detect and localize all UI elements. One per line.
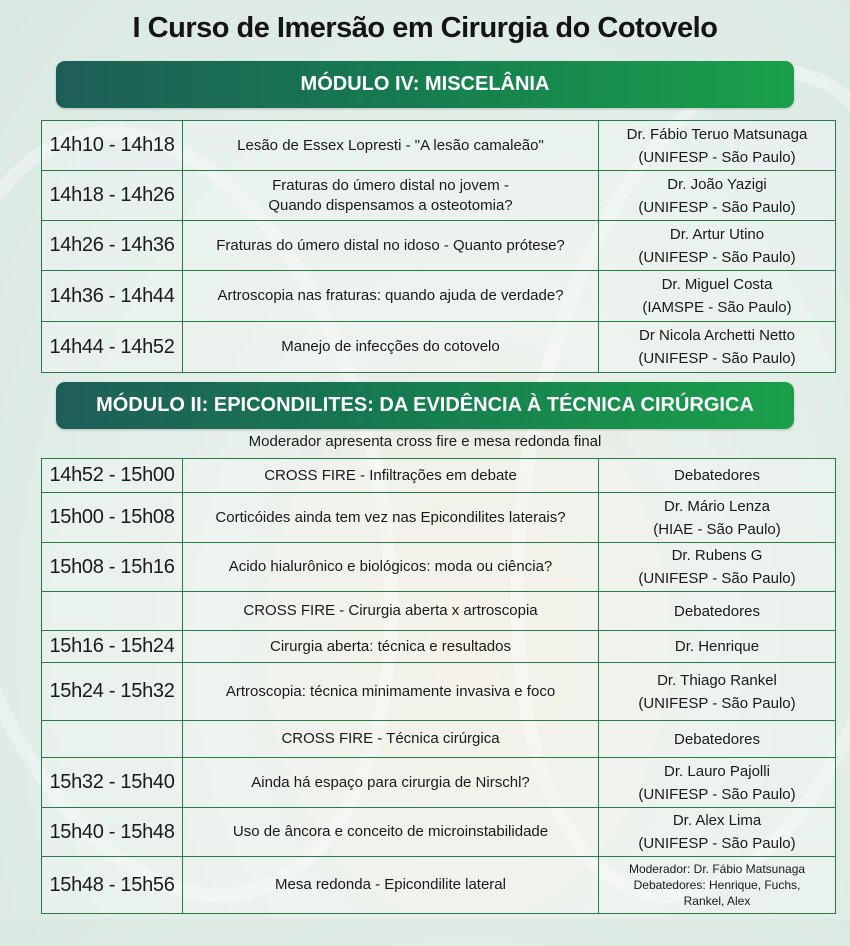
speaker-text: Debatedores	[674, 602, 760, 620]
speaker-cell	[599, 758, 836, 808]
schedule-row	[42, 221, 836, 271]
schedule-row	[42, 592, 836, 631]
topic-text: Fraturas do úmero distal no jovem -	[272, 176, 509, 194]
speaker-cell	[599, 459, 836, 493]
topic-cell	[183, 493, 599, 543]
speaker-cell	[599, 721, 836, 758]
topic-text: Ainda há espaço para cirurgia de Nirschl?	[251, 773, 530, 791]
topic-text: Artroscopia nas fraturas: quando ajuda de verdade?	[217, 287, 564, 304]
speaker-text: (UNIFESP - São Paulo)	[638, 570, 796, 587]
speaker-cell	[599, 493, 836, 543]
topic-text: Quando dispensamos a osteotomia?	[268, 196, 513, 214]
speaker-text: Moderador: Dr. Fábio Matsunaga	[628, 862, 806, 876]
topic-text: Manejo de infecções do cotovelo	[281, 338, 500, 355]
time-slot: 14h44 - 14h52	[42, 322, 183, 373]
speaker-cell	[599, 322, 836, 373]
speaker-text: Debatedores	[674, 467, 760, 484]
schedule-row	[42, 857, 836, 914]
time-slot: 15h00 - 15h08	[42, 493, 183, 543]
speaker-text: (IAMSPE - São Paulo)	[642, 299, 792, 316]
speaker-text: Dr. João Yazigi	[667, 175, 767, 193]
topic-text: Acido hialurônico e biológicos: moda ou ciência?	[228, 558, 553, 575]
speaker-cell	[599, 631, 836, 663]
speaker-cell	[599, 857, 836, 914]
time-slot: 14h36 - 14h44	[42, 271, 183, 322]
speaker-cell	[599, 221, 836, 271]
module-iv-header: MÓDULO IV: MISCELÂNIA	[56, 61, 794, 108]
time-slot	[42, 592, 183, 631]
speaker-text: Dr. Alex Lima	[672, 812, 762, 829]
topic-cell	[183, 592, 599, 631]
topic-cell	[183, 543, 599, 592]
module-iv-schedule-table	[41, 120, 836, 373]
speaker-text: Rankel, Alex	[683, 894, 751, 908]
speaker-text: Dr. Lauro Pajolli	[664, 762, 770, 780]
speaker-text: Dr. Rubens G	[671, 547, 763, 564]
module-ii-schedule-table	[41, 458, 836, 914]
speaker-cell	[599, 592, 836, 631]
time-slot: 14h26 - 14h36	[42, 221, 183, 271]
topic-cell	[183, 171, 599, 221]
speaker-cell	[599, 121, 836, 171]
schedule-row	[42, 758, 836, 808]
speaker-text: (UNIFESP - São Paulo)	[638, 694, 796, 712]
time-slot	[42, 721, 183, 758]
topic-cell	[183, 459, 599, 493]
topic-cell	[183, 631, 599, 663]
topic-text: Lesão de Essex Lopresti - "A lesão camaleão"	[237, 136, 544, 154]
topic-cell	[183, 721, 599, 758]
schedule-row	[42, 459, 836, 493]
speaker-text: (HIAE - São Paulo)	[653, 520, 781, 538]
topic-cell	[183, 271, 599, 322]
schedule-row	[42, 271, 836, 322]
speaker-cell	[599, 543, 836, 592]
speaker-text: (UNIFESP - São Paulo)	[638, 835, 796, 852]
schedule-row	[42, 322, 836, 373]
speaker-text: Debatedores: Henrique, Fuchs,	[633, 878, 801, 892]
speaker-text: (UNIFESP - São Paulo)	[638, 350, 796, 367]
speaker-text: Dr. Artur Utino	[669, 225, 765, 243]
speaker-text: Dr. Thiago Rankel	[657, 671, 777, 689]
speaker-text: (UNIFESP - São Paulo)	[638, 148, 796, 166]
time-slot: 15h48 - 15h56	[42, 857, 183, 914]
topic-cell	[183, 758, 599, 808]
time-slot: 14h10 - 14h18	[42, 121, 183, 171]
topic-text: Cirurgia aberta: técnica e resultados	[270, 637, 511, 655]
speaker-text: Debatedores	[674, 730, 760, 748]
topic-text: Fraturas do úmero distal no idoso - Quanto prótese?	[216, 236, 565, 254]
time-slot: 14h52 - 15h00	[42, 459, 183, 493]
module-ii-header: MÓDULO II: EPICONDILITES: DA EVIDÊNCIA À TÉCNICA CIRÚRGICA	[56, 382, 794, 429]
time-slot: 15h24 - 15h32	[42, 663, 183, 721]
time-slot: 15h40 - 15h48	[42, 808, 183, 857]
topic-cell	[183, 663, 599, 721]
schedule-row	[42, 663, 836, 721]
speaker-text: Dr Nicola Archetti Netto	[639, 327, 795, 344]
speaker-text: Dr. Henrique	[674, 638, 760, 655]
topic-text: CROSS FIRE - Infiltrações em debate	[264, 466, 517, 484]
topic-text: Corticóides ainda tem vez nas Epicondilites laterais?	[215, 508, 566, 526]
topic-text: Mesa redonda - Epicondilite lateral	[275, 876, 506, 893]
topic-text: CROSS FIRE - Técnica cirúrgica	[281, 730, 500, 747]
topic-cell	[183, 121, 599, 171]
speaker-text: Dr. Miguel Costa	[661, 276, 773, 293]
topic-text: CROSS FIRE - Cirurgia aberta x artroscopia	[243, 602, 538, 619]
schedule-row	[42, 631, 836, 663]
speaker-cell	[599, 271, 836, 322]
speaker-text: (UNIFESP - São Paulo)	[638, 248, 796, 266]
topic-cell	[183, 857, 599, 914]
page-title: I Curso de Imersão em Cirurgia do Cotovelo	[132, 12, 718, 44]
speaker-cell	[599, 171, 836, 221]
time-slot: 14h18 - 14h26	[42, 171, 183, 221]
schedule-row	[42, 721, 836, 758]
topic-cell	[183, 221, 599, 271]
topic-cell	[183, 322, 599, 373]
schedule-row	[42, 543, 836, 592]
speaker-cell	[599, 808, 836, 857]
time-slot: 15h32 - 15h40	[42, 758, 183, 808]
time-slot: 15h08 - 15h16	[42, 543, 183, 592]
topic-text: Artroscopia: técnica minimamente invasiva e foco	[225, 682, 556, 700]
speaker-text: (UNIFESP - São Paulo)	[638, 785, 796, 803]
speaker-text: Dr. Fábio Teruo Matsunaga	[626, 125, 808, 143]
time-slot: 15h16 - 15h24	[42, 631, 183, 663]
speaker-text: (UNIFESP - São Paulo)	[638, 198, 796, 216]
topic-text: Uso de âncora e conceito de microinstabilidade	[232, 823, 549, 840]
schedule-row	[42, 808, 836, 857]
speaker-text: Dr. Mário Lenza	[664, 497, 770, 515]
topic-cell	[183, 808, 599, 857]
schedule-row	[42, 121, 836, 171]
speaker-cell	[599, 663, 836, 721]
moderator-note: Moderador apresenta cross fire e mesa redonda final	[248, 433, 602, 450]
schedule-row	[42, 493, 836, 543]
schedule-row	[42, 171, 836, 221]
